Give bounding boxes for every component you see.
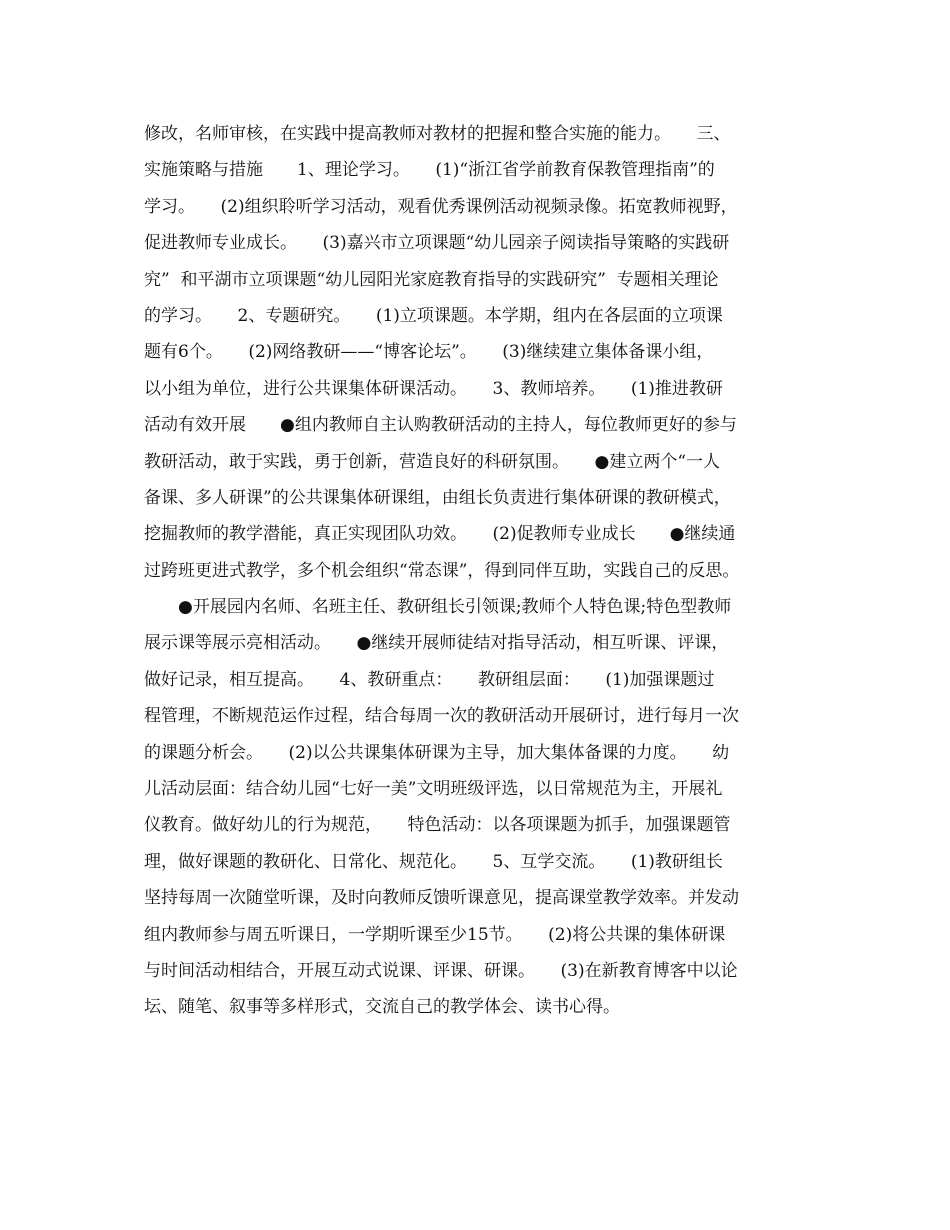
text-line: 儿活动层面：结合幼儿园“七好一美”文明班级评选，以日常规范为主，开展礼 (144, 779, 723, 800)
text-line: 坚持每周一次随堂听课，及时向教师反馈听课意见，提高课堂教学效率。并发动 (144, 888, 739, 909)
text-line: 坛、随笔、叙事等多样形式，交流自己的教学体会、读书心得。 (144, 997, 620, 1018)
text-line: 学习。 (2)组织聆听学习活动，观看优秀课例活动视频录像。拓宽教师视野， (144, 196, 738, 217)
text-line: 程管理，不断规范运作过程，结合每周一次的教研活动开展研讨，进行每月一次 (144, 706, 739, 727)
text-line: 挖掘教师的教学潜能，真正实现团队功效。 (2)促教师专业成长 ●继续通 (144, 524, 736, 545)
text-line: 组内教师参与周五听课日，一学期听课至少15节。 (2)将公共课的集体研课 (144, 924, 726, 945)
text-line: 教研活动，敢于实践，勇于创新，营造良好的科研氛围。 ●建立两个“一人 (144, 451, 721, 472)
text-line: 做好记录，相互提高。 4、教研重点： 教研组层面： (1)加强课题过 (144, 669, 715, 690)
text-line: 仪教育。做好幼儿的行为规范， 特色活动：以各项课题为抓手，加强课题管 (144, 815, 731, 836)
text-line: 过跨班更进式教学，多个机会组织“常态课”，得到同伴互助，实践自己的反思。 (144, 560, 740, 581)
text-line: 备课、多人研课”的公共课集体研课组，由组长负责进行集体研课的教研模式， (144, 487, 731, 508)
text-line: 以小组为单位，进行公共课集体研课活动。 3、教师培养。 (1)推进教研 (144, 378, 723, 399)
body-text (144, 116, 824, 1026)
text-line: 题有6个。 (2)网络教研——“博客论坛”。 (3)继续建立集体备课小组， (144, 342, 714, 363)
text-line: 修改，名师审核，在实践中提高教师对教材的把握和整合实施的能力。 三、 (144, 124, 731, 144)
text-line: 活动有效开展 ●组内教师自主认购教研活动的主持人，每位教师更好的参与 (144, 415, 737, 436)
text-line: 实施策略与措施 1、理论学习。 (1)“浙江省学前教育保教管理指南”的 (144, 160, 715, 181)
text-line: 促进教师专业成长。 (3)嘉兴市立项课题“幼儿园亲子阅读指导策略的实践研 (144, 233, 730, 254)
text-line: ●开展园内名师、名班主任、教研组长引领课;教师个人特色课;特色型教师 (144, 597, 732, 618)
text-line: 的学习。 2、专题研究。 (1)立项课题。本学期，组内在各层面的立项课 (144, 305, 723, 326)
text-line: 理，做好课题的教研化、日常化、规范化。 5、互学交流。 (1)教研组长 (144, 851, 723, 872)
text-line: 的课题分析会。 (2)以公共课集体研课为主导，加大集体备课的力度。 幼 (144, 742, 730, 763)
text-line: 究” 和平湖市立项课题“幼儿园阳光家庭教育指导的实践研究” 专题相关理论 (144, 269, 719, 290)
text-line: 与时间活动相结合，开展互动式说课、评课、研课。 (3)在新教育博客中以论 (144, 960, 738, 981)
text-line: 展示课等展示亮相活动。 ●继续开展师徒结对指导活动，相互听课、评课， (144, 633, 729, 654)
